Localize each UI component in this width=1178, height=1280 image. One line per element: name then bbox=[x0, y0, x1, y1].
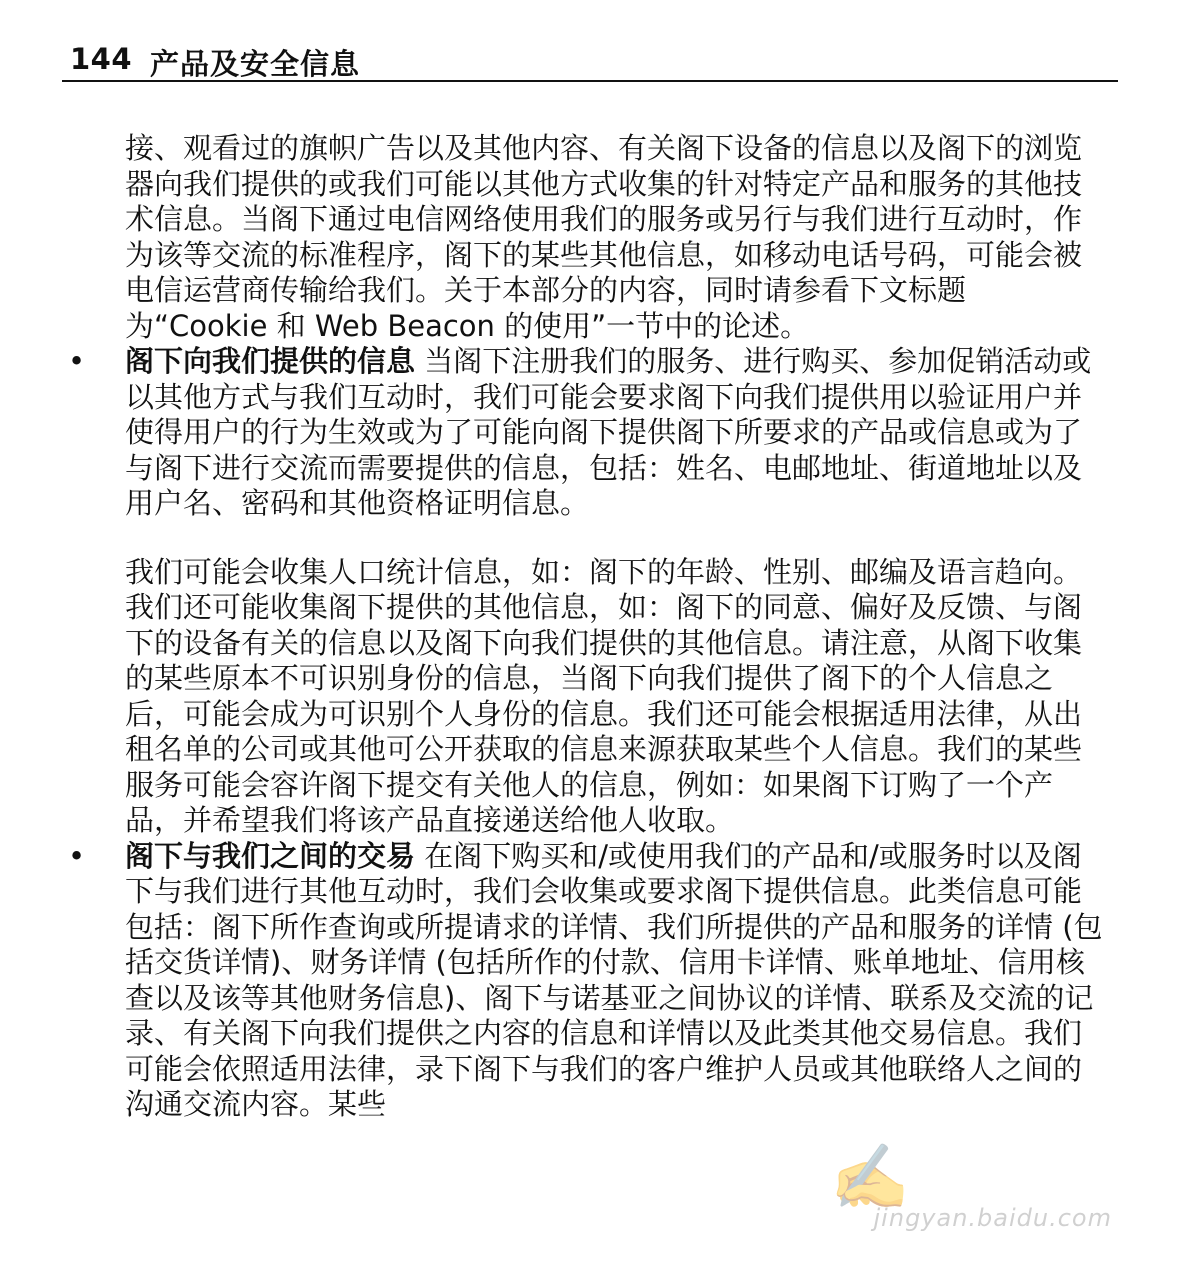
page-header bbox=[62, 40, 1118, 82]
page-number: 144 bbox=[70, 42, 133, 76]
item-paragraph bbox=[125, 344, 1105, 522]
bullet-icon: • bbox=[68, 344, 86, 378]
page-title: 产品及安全信息 bbox=[150, 47, 361, 81]
item-heading: 阁下与我们之间的交易 bbox=[125, 838, 416, 873]
item-heading: 阁下向我们提供的信息 bbox=[125, 344, 416, 378]
list-item bbox=[68, 838, 1105, 1123]
watermark-text: jingyan.baidu.com bbox=[873, 1204, 1112, 1232]
watermark-logo-icon: ✍ bbox=[830, 1141, 910, 1215]
bullet-icon: • bbox=[68, 838, 86, 873]
list-item bbox=[68, 344, 1105, 839]
item-extra-paragraph: 我们可能会收集人口统计信息，如：阁下的年龄、性别、邮编及语言趋向。我们还可能收集阁下提供的其他信息，如：阁下的同意、偏好及反馈、与阁下的设备有关的信息以及阁下向我们提供的其他信息。请注意，从阁下收集的某些原本不可识别身份的信息，当阁下向我们提供了阁下的个人信息之后，可能会成为可识别个人身份的信息。我们还可能会根据适用法律，从出租名单的公司或其他可公开获取的信息来源获取某些个人信息。我们的某些服务可能会容许阁下提交有关他人的信息，例如：如果阁下订购了一个产品，并希望我们将该产品直接递送给他人收取。 bbox=[125, 554, 1083, 837]
item-paragraph bbox=[125, 839, 1105, 1123]
item-text: 在阁下购买和/或使用我们的产品和/或服务时以及阁下与我们进行其他互动时，我们会收集或要求阁下提供信息。此类信息可能包括：阁下所作查询或所提请求的详情、我们所提供的产品和服务的详情 (包括交货详情)、财务详情 (包括所作的付款、信用卡详情、账单地址、信用核查以及该等其他财务信息)、阁下与诺基亚之间协议的详情、联系及交流的记录、有关阁下向我们提供之内容的信息和详情以及此类其他交易信息。我们可能会依照适用法律，录下阁下与我们的客户维护人员或其他联络人之间的沟通交流内容。某些 bbox=[125, 838, 1103, 1121]
intro-paragraph: 接、观看过的旗帜广告以及其他内容、有关阁下设备的信息以及阁下的浏览器向我们提供的或我们可能以其他方式收集的针对特定产品和服务的其他技术信息。当阁下通过电信网络使用我们的服务或另行与我们进行互动时，作为该等交流的标准程序，阁下的某些其他信息，如移动电话号码，可能会被电信运营商传输给我们。关于本部分的内容，同时请参看下文标题为“Cookie 和 Web Beacon 的使用”一节中的论述。 bbox=[125, 131, 1083, 343]
item-text: 当阁下注册我们的服务、进行购买、参加促销活动或以其他方式与我们互动时，我们可能会要求阁下向我们提供用以验证用户并使得用户的行为生效或为了可能向阁下提供阁下所要求的产品或信息或为了与阁下进行交流而需要提供的信息，包括：姓名、电邮地址、街道地址以及用户名、密码和其他资格证明信息。 bbox=[125, 344, 1092, 520]
body-text bbox=[68, 131, 1105, 1123]
